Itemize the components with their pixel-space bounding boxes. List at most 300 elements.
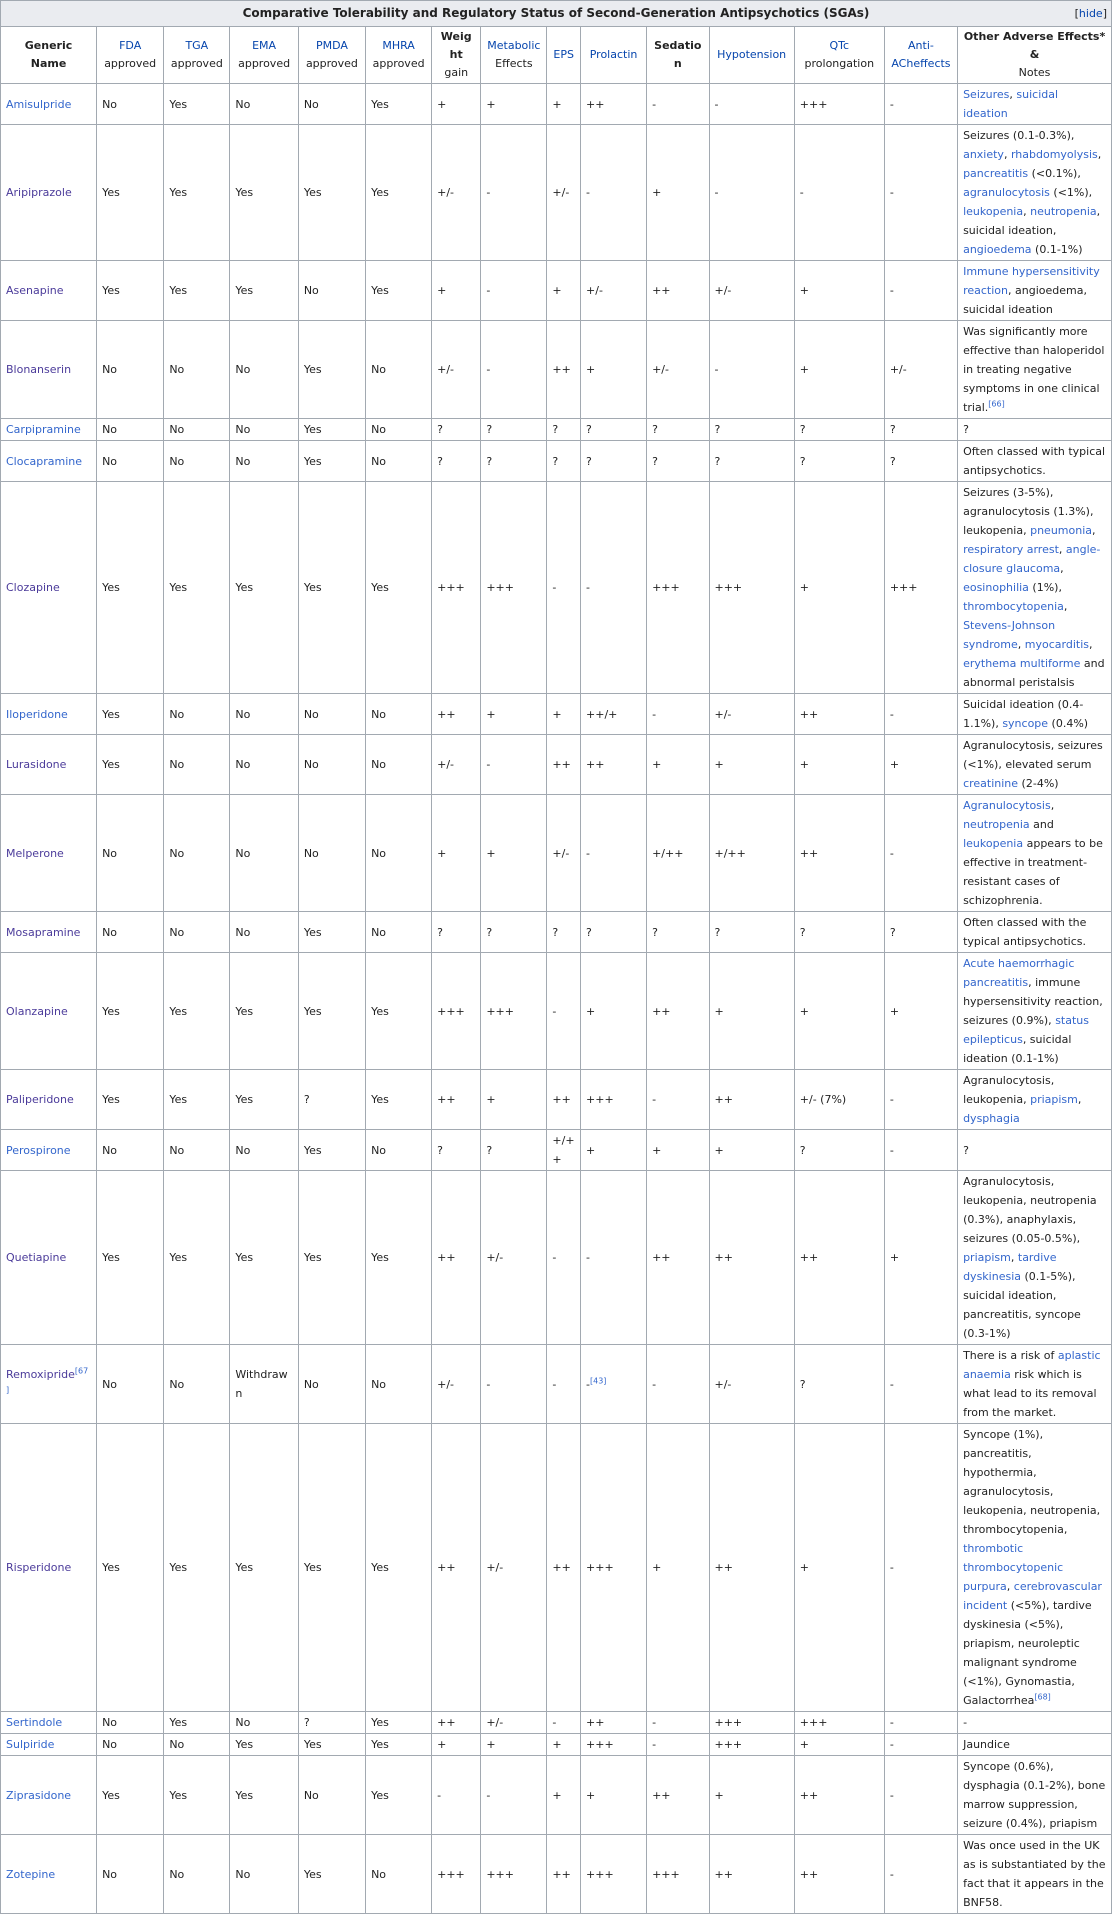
header-metabolic	[481, 27, 547, 84]
pmda-value: No	[303, 1788, 319, 1802]
note-link[interactable]: pneumonia	[1030, 524, 1093, 537]
note-link[interactable]: dysphagia	[963, 1112, 1020, 1125]
hypotension-cell	[709, 953, 794, 1070]
drug-name-cell	[1, 1835, 97, 1914]
prolactin-cell	[581, 441, 647, 482]
fda-cell	[97, 1424, 164, 1712]
ema-cell	[230, 1424, 298, 1712]
drug-name-link[interactable]: Lurasidone	[6, 758, 67, 771]
mhra-value: Yes	[371, 581, 389, 594]
drug-name-cell	[1, 482, 97, 694]
hypotension-cell	[709, 694, 794, 735]
pmda-cell	[298, 912, 365, 953]
drug-name-link[interactable]: Clozapine	[6, 581, 60, 594]
eps-value: -	[552, 581, 557, 594]
metabolic-cell	[481, 694, 547, 735]
header-tga-link[interactable]: TGA	[185, 39, 209, 52]
qtc-value: +	[799, 284, 809, 297]
ema-value: Yes	[235, 1561, 254, 1574]
pmda-value: Yes	[303, 1561, 322, 1574]
note-text: Syncope (0.6%), dysphagia (0.1-2%), bone marrow suppression, seizure (0.4%), priapism	[963, 1760, 1106, 1830]
sedation-cell	[647, 795, 709, 912]
sedation-cell	[647, 1712, 709, 1734]
note-link[interactable]: angle-closure glaucoma	[963, 543, 1101, 575]
drug-name-link[interactable]: Perospirone	[6, 1143, 71, 1157]
qtc-value: ++	[799, 1251, 819, 1264]
eps-cell	[547, 261, 581, 321]
metabolic-value: +/-	[486, 1561, 504, 1574]
weight-gain-cell	[432, 1835, 481, 1914]
header-weight-gain: Weight gain	[432, 27, 481, 84]
mhra-cell	[366, 1345, 432, 1424]
pmda-cell	[298, 1424, 365, 1712]
hypotension-value: +/++	[714, 846, 746, 860]
drug-name-link[interactable]: Mosapramine	[6, 925, 81, 939]
tga-value: Yes	[169, 97, 188, 111]
note-link[interactable]: priapism	[963, 1251, 1011, 1264]
drug-name-link[interactable]: Olanzapine	[6, 1004, 68, 1018]
weight-gain-cell	[432, 441, 481, 482]
note-text: Often classed with the typical antipsychotics.	[963, 916, 1087, 948]
qtc-cell	[794, 795, 884, 912]
anti-ach-cell	[884, 1424, 957, 1712]
drug-name-link[interactable]: Aripiprazole	[6, 186, 72, 199]
metabolic-value: ?	[486, 423, 493, 436]
note-link[interactable]: neutropenia	[1030, 205, 1097, 218]
ema-cell	[230, 795, 298, 912]
metabolic-value: -	[486, 1788, 491, 1802]
sedation-cell	[647, 441, 709, 482]
header-eps-link[interactable]: EPS	[553, 48, 574, 61]
header-sedation: Sedation	[647, 27, 709, 84]
header-anti-ach-sub[interactable]: ACheffects	[891, 57, 951, 70]
metabolic-value: +++	[486, 1004, 514, 1018]
other-effects-cell	[958, 441, 1112, 482]
note-link[interactable]: myocarditis	[1024, 638, 1089, 651]
note-link[interactable]: neutropenia	[963, 818, 1030, 831]
pmda-cell	[298, 795, 365, 912]
fda-value: No	[102, 1143, 118, 1157]
fda-cell	[97, 1756, 164, 1835]
header-qtc-sub: prolongation	[804, 57, 875, 70]
qtc-value: +++	[799, 1716, 828, 1729]
metabolic-cell	[481, 1734, 547, 1756]
note-link[interactable]: respiratory arrest	[963, 543, 1059, 556]
note-text: (<1%),	[1049, 186, 1093, 199]
ema-cell	[230, 261, 298, 321]
ema-cell	[230, 912, 298, 953]
note-link[interactable]: eosinophilia	[963, 581, 1029, 594]
other-effects-cell	[958, 321, 1112, 419]
anti-ach-value: -	[889, 1788, 894, 1802]
note-text: There is a risk of	[963, 1349, 1058, 1362]
drug-name-link[interactable]: Clocapramine	[6, 454, 83, 468]
fda-cell	[97, 694, 164, 735]
sedation-value: +	[652, 1561, 662, 1574]
note-link[interactable]: angioedema	[963, 243, 1032, 256]
weight-gain-value: +	[437, 1738, 447, 1751]
weight-gain-value: ?	[437, 925, 443, 939]
eps-value: +	[552, 1788, 562, 1802]
drug-name-link[interactable]: Amisulpride	[6, 97, 72, 111]
metabolic-value: +++	[486, 581, 514, 594]
note-text: Syncope (1%), pancreatitis, hypothermia, agranulocytosis, leukopenia, neutropenia, thrombocytopenia,	[963, 1428, 1101, 1536]
citation-sup[interactable]: [66]	[988, 399, 1005, 409]
hypotension-value: +	[714, 1788, 724, 1802]
hypotension-cell	[709, 735, 794, 795]
header-mhra-link[interactable]: MHRA	[382, 39, 415, 52]
eps-value: +/-	[552, 186, 570, 199]
weight-gain-value: ++	[437, 1093, 456, 1106]
drug-name-link[interactable]: Blonanserin	[6, 363, 72, 376]
qtc-cell	[794, 1130, 884, 1171]
other-effects-cell	[958, 482, 1112, 694]
anti-ach-value: -	[889, 1143, 894, 1157]
weight-gain-cell	[432, 1171, 481, 1345]
ema-value: Yes	[235, 1738, 254, 1751]
note-link[interactable]: priapism	[1030, 1093, 1078, 1106]
mhra-cell	[366, 1070, 432, 1130]
eps-cell	[547, 441, 581, 482]
prolactin-value: +++	[586, 1867, 614, 1881]
header-metabolic-link[interactable]: Metabolic	[487, 39, 541, 52]
fda-value: Yes	[102, 758, 120, 771]
other-effects-cell	[958, 261, 1112, 321]
tga-cell	[164, 1424, 230, 1712]
hypotension-value: +++	[714, 1738, 743, 1751]
mhra-cell	[366, 1424, 432, 1712]
sedation-value: ?	[652, 454, 658, 468]
tga-cell	[164, 1712, 230, 1734]
qtc-value: ?	[799, 1377, 806, 1391]
weight-gain-cell	[432, 1424, 481, 1712]
prolactin-cell	[581, 1345, 647, 1424]
prolactin-value: +/-	[586, 284, 603, 297]
metabolic-value: ?	[486, 454, 493, 468]
qtc-cell	[794, 912, 884, 953]
citation-sup[interactable]: [67]	[6, 1366, 89, 1395]
note-text: Seizures (0.1-0.3%),	[963, 129, 1075, 142]
header-row	[1, 27, 1112, 84]
sedation-value: -	[652, 1093, 657, 1106]
mhra-value: No	[371, 363, 387, 376]
qtc-cell	[794, 694, 884, 735]
qtc-cell	[794, 321, 884, 419]
qtc-cell	[794, 441, 884, 482]
weight-gain-value: +/-	[437, 1377, 455, 1391]
note-link[interactable]: rhabdomyolysis	[1010, 148, 1098, 161]
drug-name-link[interactable]: Remoxipride	[6, 1368, 75, 1381]
mhra-value: No	[371, 707, 387, 721]
metabolic-cell	[481, 953, 547, 1070]
pmda-cell	[298, 1734, 365, 1756]
sedation-value: ?	[652, 925, 658, 939]
drug-name-cell	[1, 1070, 97, 1130]
pmda-cell	[298, 441, 365, 482]
prolactin-cell	[581, 125, 647, 261]
table-row	[1, 84, 1112, 125]
note-text: Was once used in the UK as is substantiated by the fact that it appears in the BNF58.	[963, 1839, 1106, 1909]
note-link[interactable]: pancreatitis	[963, 167, 1029, 180]
drug-name-cell	[1, 84, 97, 125]
drug-name-link[interactable]: Asenapine	[6, 284, 64, 297]
tga-value: No	[169, 423, 185, 436]
prolactin-cell	[581, 953, 647, 1070]
fda-value: No	[102, 423, 118, 436]
weight-gain-cell	[432, 912, 481, 953]
tga-value: No	[169, 925, 185, 939]
hypotension-value: -	[714, 97, 719, 111]
drug-name-link[interactable]: Carpipramine	[6, 423, 81, 436]
mhra-cell	[366, 84, 432, 125]
header-mhra-sub: approved	[372, 57, 425, 70]
prolactin-value: -	[586, 846, 590, 860]
pmda-value: No	[303, 1377, 319, 1391]
ema-value: No	[235, 925, 251, 939]
note-link[interactable]: erythema multiforme	[963, 657, 1081, 670]
note-link[interactable]: leukopenia	[963, 205, 1024, 218]
header-ema-link[interactable]: EMA	[252, 39, 277, 52]
pmda-cell	[298, 953, 365, 1070]
pmda-value: Yes	[303, 1251, 322, 1264]
pmda-cell	[298, 482, 365, 694]
note-link[interactable]: thrombocytopenia	[963, 600, 1064, 613]
mhra-value: No	[371, 423, 387, 436]
drug-name-cell	[1, 1712, 97, 1734]
header-fda	[97, 27, 164, 84]
mhra-value: No	[371, 846, 387, 860]
mhra-value: Yes	[371, 186, 389, 199]
fda-value: Yes	[102, 1093, 120, 1106]
tga-cell	[164, 1734, 230, 1756]
header-anti-ach-link[interactable]: Anti-	[908, 39, 934, 52]
ema-value: Yes	[235, 1251, 254, 1264]
pmda-cell	[298, 1835, 365, 1914]
hypotension-value: +++	[714, 1716, 743, 1729]
note-link[interactable]: thrombotic thrombocytopenic purpura	[963, 1542, 1064, 1593]
other-effects-cell	[958, 735, 1112, 795]
table-row	[1, 1424, 1112, 1712]
weight-gain-cell	[432, 1756, 481, 1835]
sedation-value: ++	[652, 1251, 671, 1264]
weight-gain-value: ++	[437, 1716, 456, 1729]
eps-value: -	[552, 1251, 557, 1264]
pmda-value: Yes	[303, 186, 322, 199]
weight-gain-value: ?	[437, 1143, 443, 1157]
hide-toggle[interactable]	[1075, 4, 1107, 23]
drug-name-link[interactable]: Sulpiride	[6, 1738, 55, 1751]
qtc-value: +	[799, 1004, 809, 1018]
drug-name-cell	[1, 1171, 97, 1345]
qtc-cell	[794, 1070, 884, 1130]
metabolic-cell	[481, 1171, 547, 1345]
header-mhra	[366, 27, 432, 84]
hide-link[interactable]: hide	[1078, 7, 1103, 20]
metabolic-value: +/-	[486, 1716, 504, 1729]
header-pmda-link[interactable]: PMDA	[315, 39, 348, 52]
prolactin-cell	[581, 1171, 647, 1345]
note-link[interactable]: agranulocytosis	[963, 186, 1050, 199]
pmda-value: No	[303, 707, 319, 721]
drug-name-link[interactable]: Ziprasidone	[6, 1788, 72, 1802]
sedation-cell	[647, 321, 709, 419]
sedation-cell	[647, 735, 709, 795]
hide-bracket-close: ]	[1102, 7, 1107, 20]
mhra-cell	[366, 125, 432, 261]
eps-value: +/++	[552, 1134, 575, 1166]
ema-cell	[230, 953, 298, 1070]
tga-value: Yes	[169, 1251, 188, 1264]
anti-ach-cell	[884, 419, 957, 441]
anti-ach-cell	[884, 125, 957, 261]
mhra-value: Yes	[371, 1251, 389, 1264]
hypotension-cell	[709, 321, 794, 419]
eps-cell	[547, 953, 581, 1070]
weight-gain-value: +/-	[437, 758, 455, 771]
drug-name-cell	[1, 125, 97, 261]
drug-name-link[interactable]: Quetiapine	[6, 1251, 67, 1264]
note-link[interactable]: Agranulocytosis	[963, 799, 1051, 812]
ema-cell	[230, 1835, 298, 1914]
anti-ach-cell	[884, 1734, 957, 1756]
fda-value: No	[102, 1377, 118, 1391]
eps-value: -	[552, 1004, 557, 1018]
ema-value: No	[235, 1716, 251, 1729]
prolactin-cell	[581, 321, 647, 419]
qtc-value: ?	[799, 1143, 806, 1157]
sedation-value: +	[652, 1143, 662, 1157]
prolactin-value: ++/+	[586, 707, 618, 721]
hypotension-cell	[709, 1756, 794, 1835]
ema-cell	[230, 1345, 298, 1424]
note-link[interactable]: Seizures	[963, 88, 1010, 101]
weight-gain-cell	[432, 482, 481, 694]
note-link[interactable]: syncope	[1002, 717, 1049, 730]
qtc-value: +	[799, 363, 809, 376]
drug-name-link[interactable]: Risperidone	[6, 1561, 72, 1574]
drug-name-link[interactable]: Iloperidone	[6, 707, 68, 721]
weight-gain-cell	[432, 125, 481, 261]
note-link[interactable]: anxiety	[963, 148, 1004, 161]
qtc-cell	[794, 419, 884, 441]
note-link[interactable]: cerebrovascular incident	[963, 1580, 1102, 1612]
ema-value: Yes	[235, 1788, 254, 1802]
note-link[interactable]: aplastic anaemia	[963, 1349, 1101, 1381]
mhra-value: Yes	[371, 284, 389, 297]
pmda-cell	[298, 1345, 365, 1424]
fda-cell	[97, 482, 164, 694]
note-link[interactable]: Acute haemorrhagic pancreatitis	[963, 957, 1075, 989]
drug-name-cell	[1, 912, 97, 953]
fda-cell	[97, 1835, 164, 1914]
sedation-value: +/++	[652, 846, 684, 860]
hypotension-cell	[709, 1734, 794, 1756]
sedation-cell	[647, 953, 709, 1070]
hypotension-cell	[709, 482, 794, 694]
header-fda-link[interactable]: FDA	[119, 39, 142, 52]
metabolic-value: -	[486, 186, 491, 199]
prolactin-value: ?	[586, 423, 592, 436]
drug-name-link[interactable]: Zotepine	[6, 1867, 56, 1881]
note-link[interactable]: Stevens-Johnson syndrome	[963, 619, 1056, 651]
note-link[interactable]: Immune hypersensitivity reaction	[963, 265, 1100, 297]
table-row	[1, 1130, 1112, 1171]
anti-ach-value: -	[889, 1716, 894, 1729]
ema-value: No	[235, 363, 251, 376]
citation-sup[interactable]: [43]	[590, 1375, 607, 1385]
pmda-value: Yes	[303, 925, 322, 939]
hypotension-cell	[709, 419, 794, 441]
qtc-value: -	[799, 186, 804, 199]
qtc-value: ++	[799, 1788, 819, 1802]
eps-value: +	[552, 707, 562, 721]
eps-cell	[547, 321, 581, 419]
ema-cell	[230, 1130, 298, 1171]
sedation-value: ++	[652, 284, 671, 297]
note-text: Agranulocytosis, seizures (<1%), elevated serum	[963, 739, 1103, 771]
ema-cell	[230, 1734, 298, 1756]
metabolic-cell	[481, 1070, 547, 1130]
pmda-value: Yes	[303, 363, 322, 376]
table-row	[1, 1070, 1112, 1130]
qtc-cell	[794, 84, 884, 125]
drug-name-link[interactable]: Sertindole	[6, 1716, 63, 1729]
fda-cell	[97, 735, 164, 795]
citation-sup[interactable]: [68]	[1034, 1692, 1051, 1702]
note-link[interactable]: suicidal ideation	[963, 88, 1059, 120]
hypotension-value: +/-	[714, 707, 732, 721]
mhra-cell	[366, 953, 432, 1070]
fda-cell	[97, 1734, 164, 1756]
header-hypotension-link[interactable]: Hypotension	[717, 48, 787, 61]
tga-value: No	[169, 1738, 185, 1751]
note-link[interactable]: status epilepticus	[963, 1014, 1089, 1046]
qtc-value: +	[799, 1561, 809, 1574]
mhra-value: Yes	[371, 1716, 389, 1729]
header-qtc-link[interactable]: QTc	[829, 39, 850, 52]
note-link[interactable]: tardive dyskinesia	[963, 1251, 1057, 1283]
drug-name-link[interactable]: Paliperidone	[6, 1093, 74, 1106]
anti-ach-value: -	[889, 1738, 894, 1751]
note-link[interactable]: creatinine	[963, 777, 1019, 790]
drug-name-link[interactable]: Melperone	[6, 846, 64, 860]
qtc-cell	[794, 125, 884, 261]
qtc-value: +++	[799, 97, 828, 111]
tga-cell	[164, 84, 230, 125]
eps-cell	[547, 735, 581, 795]
note-text: ,	[1058, 543, 1066, 556]
weight-gain-cell	[432, 1070, 481, 1130]
pmda-cell	[298, 1171, 365, 1345]
anti-ach-value: -	[889, 1377, 894, 1391]
header-prolactin-link[interactable]: Prolactin	[589, 48, 638, 61]
pmda-cell	[298, 321, 365, 419]
note-text: appears to be effective in treatment-resistant cases of schizophrenia.	[963, 837, 1103, 907]
pmda-value: No	[303, 97, 319, 111]
sedation-value: -	[652, 1716, 657, 1729]
note-text: (<5%), tardive dyskinesia (<5%), priapism, neuroleptic malignant syndrome (<1%), Gynomastia, Galactorrhea	[963, 1599, 1092, 1707]
header-anti-ach	[884, 27, 957, 84]
note-text: ?	[963, 423, 969, 436]
qtc-cell	[794, 1171, 884, 1345]
mhra-cell	[366, 482, 432, 694]
prolactin-value: +++	[586, 1738, 614, 1751]
note-link[interactable]: leukopenia	[963, 837, 1024, 850]
metabolic-cell	[481, 441, 547, 482]
weight-gain-value: ?	[437, 423, 443, 436]
tga-cell	[164, 1171, 230, 1345]
prolactin-value: +++	[586, 1093, 614, 1106]
